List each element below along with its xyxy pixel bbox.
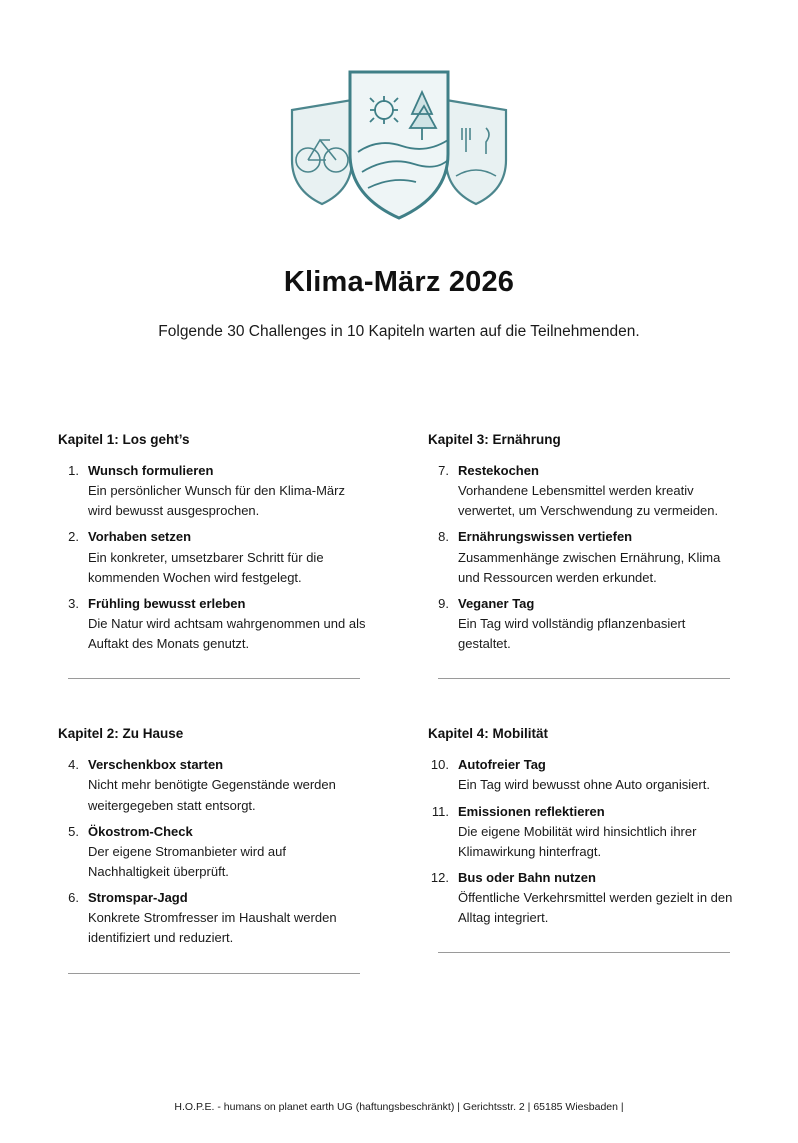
list-item [58,755,370,815]
challenge-list [58,461,370,654]
three-shields-nature-logo-icon [274,48,524,228]
item-number: 3. [68,595,79,611]
list-item [58,594,370,654]
item-description: Konkrete Stromfresser im Haushalt werden identifiziert und reduziert. [88,910,337,946]
item-title: Bus oder Bahn nutzen [458,869,596,885]
item-number: 8. [438,529,449,545]
list-item [428,868,740,928]
section-divider [68,678,360,679]
chapter-title: Kapitel 1: Los geht’s [58,432,190,447]
item-title: Ökostrom-Check [88,823,193,839]
item-body [458,594,740,654]
item-description: Ein Tag wird bewusst ohne Auto organisiert. [458,777,710,793]
item-body [88,822,370,882]
item-number: 5. [68,823,79,839]
item-title: Veganer Tag [458,595,535,611]
item-number: 10. [430,757,449,773]
chapters-columns [0,432,798,974]
challenge-list [428,755,740,928]
section-divider [438,952,730,953]
chapter-block [428,726,740,953]
item-description: Die eigene Mobilität wird hinsichtlich ihrer Klimawirkung hinterfragt. [458,823,697,859]
item-title: Autofreier Tag [458,757,546,773]
item-title: Restekochen [458,463,539,478]
section-divider [438,678,730,679]
column-right [428,432,740,974]
item-description: Nicht mehr benötigte Gegenstände werden weitergegeben statt entsorgt. [88,777,336,813]
list-item [428,527,740,587]
chapter-title: Kapitel 4: Mobilität [428,726,549,742]
item-body [458,802,740,862]
item-body [88,755,370,815]
item-title: Verschenkbox starten [88,757,224,773]
chapter-title: Kapitel 3: Ernährung [428,432,561,447]
item-body [458,755,740,795]
item-description: Der eigene Stromanbieter wird auf Nachhaltigkeit überprüft. [88,843,286,879]
section-divider [68,973,360,974]
item-title: Stromspar-Jagd [88,890,188,906]
challenge-list [428,461,740,654]
item-number: 2. [68,529,79,545]
list-item [58,822,370,882]
item-body [458,461,740,521]
list-item [428,461,740,521]
item-number: 6. [68,890,79,906]
item-title: Vorhaben setzen [88,529,192,545]
item-title: Emissionen reflektieren [458,803,605,819]
item-number: 9. [438,595,449,611]
logo-container [0,0,798,228]
item-title: Ernährungswissen vertiefen [458,529,633,545]
item-description: Die Natur wird achtsam wahrgenommen und als Auftakt des Monats genutzt. [88,615,366,652]
challenge-list [58,755,370,948]
item-description: Ein konkreter, umsetzbarer Schritt für die kommenden Wochen wird festgelegt. [88,549,324,585]
list-item [58,888,370,948]
item-description: Öffentliche Verkehrsmittel werden gezielt in den Alltag integriert. [458,890,733,926]
list-item [58,527,370,587]
list-item [428,755,740,795]
page-subtitle: Folgende 30 Challenges in 10 Kapiteln warten auf die Teilnehmenden. [158,323,640,340]
item-body [458,868,740,928]
chapter-block [58,432,370,679]
item-description: Zusammenhänge zwischen Ernährung, Klima und Ressourcen werden erkundet. [458,549,721,585]
item-number: 11. [431,803,449,819]
item-number: 1. [68,463,79,478]
chapter-title: Kapitel 2: Zu Hause [58,726,184,742]
list-item [428,802,740,862]
list-item [58,461,370,521]
list-item [428,594,740,654]
item-body [88,527,370,587]
item-number: 7. [438,463,449,478]
item-title: Frühling bewusst erleben [88,595,246,611]
item-body [458,527,740,587]
item-body [88,461,370,521]
item-description: Vorhandene Lebensmittel werden kreativ verwertet, um Verschwendung zu vermeiden. [458,483,719,519]
page-footer: H.O.P.E. - humans on planet earth UG (haftungsbeschränkt) | Gerichtsstr. 2 | 65185 Wiesbaden | [174,1101,624,1113]
item-title: Wunsch formulieren [88,463,214,478]
item-body [88,888,370,948]
chapter-block [428,432,740,679]
page-title: Klima-März 2026 [283,266,515,298]
chapter-block [58,726,370,973]
item-description: Ein Tag wird vollständig pflanzenbasiert gestaltet. [458,615,686,652]
item-number: 4. [68,757,79,773]
item-number: 12. [430,869,449,885]
column-left [58,432,370,974]
item-description: Ein persönlicher Wunsch für den Klima-März wird bewusst ausgesprochen. [88,483,345,519]
item-body [88,594,370,654]
